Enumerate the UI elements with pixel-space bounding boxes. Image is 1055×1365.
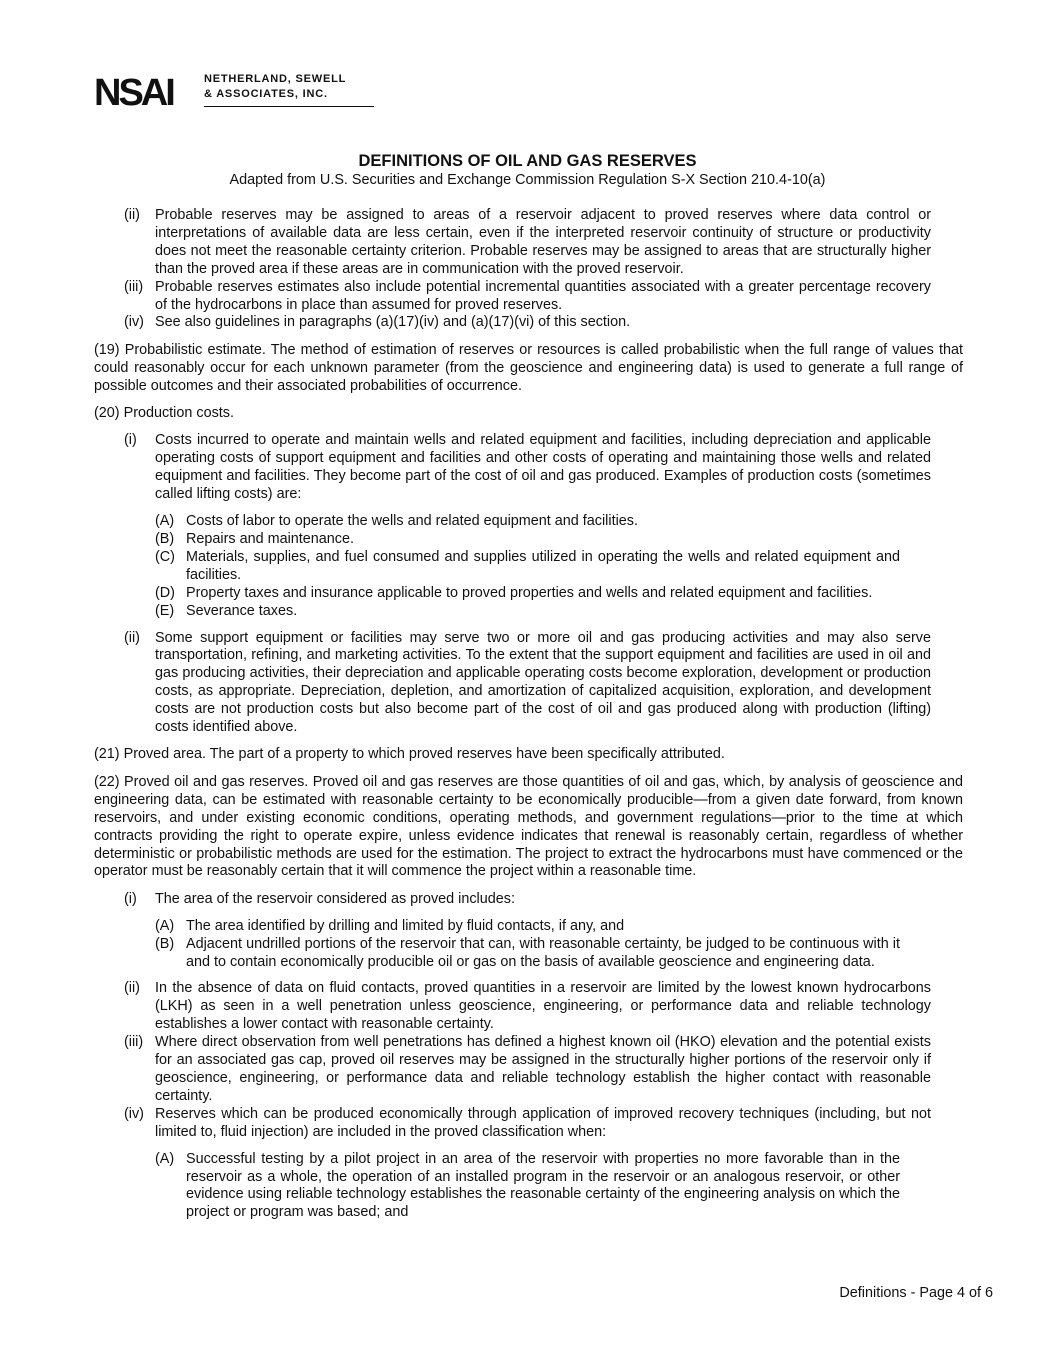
item-label: (ii) (124, 207, 140, 223)
item-label: (B) (155, 935, 175, 952)
list-item (94, 980, 931, 1034)
company-name (204, 72, 346, 102)
section-22: (22) Proved oil and gas reserves. Proved oil and gas reserves are those quantities of oil and gas, which, by analysis of geoscience and engineering data, can be estimated with reasonable certainty to be economically producible—from a given date forward, from known reservoirs, and under existing economic conditions, operating methods, and government regulations—prior to the time at which contracts providing the right to operate expire, unless evidence indicates that renewal is reasonably certain, regardless of whether deterministic or probabilistic methods are used for the estimation. The project to extract the hydrocarbons must have commenced or the operator must be reasonably certain that it will commence the project within a reasonable time. (94, 773, 963, 880)
item-text: Materials, supplies, and fuel consumed and supplies utilized in operating the wells and related equipment and facilities. (186, 548, 900, 583)
item-label: (i) (124, 890, 137, 907)
sub-item (94, 513, 900, 531)
list-item (94, 891, 931, 909)
section-21: (21) Proved area. The part of a property to which proved reserves have been specifically attributed. (94, 746, 725, 763)
item-label: (B) (155, 531, 175, 547)
sub-item (94, 549, 900, 585)
list-item (94, 432, 931, 504)
sub-item (94, 585, 900, 603)
item-label: (A) (155, 513, 175, 530)
logo-underline (204, 106, 374, 107)
list-item (94, 207, 931, 279)
item-label: (E) (155, 602, 175, 619)
item-text: Severance taxes. (186, 602, 298, 619)
item-label: (iii) (124, 1034, 144, 1051)
item-text: Costs of labor to operate the wells and related equipment and facilities. (186, 513, 638, 530)
list-item (94, 1034, 931, 1106)
section-20-heading: (20) Production costs. (94, 405, 234, 422)
sub-item (94, 936, 900, 972)
sub-item (94, 531, 900, 549)
company-name-line2: & ASSOCIATES, INC. (204, 88, 328, 100)
item-text: Probable reserves may be assigned to areas of a reservoir adjacent to proved reserves where data control or interpretations of available data are less certain, even if the interpreted reservoir continuity of structure or productivity does not meet the reasonable certainty criterion. Probable reserves may be assigned to areas that are structurally higher than the proved area if these areas are in communication with the proved reservoir. (155, 207, 931, 277)
item-label: (ii) (124, 980, 140, 997)
item-text: Reserves which can be produced economically through application of improved recovery techniques (including, but not limited to, fluid injection) are included in the proved classification when: (155, 1105, 931, 1140)
item-text: See also guidelines in paragraphs (a)(17)(iv) and (a)(17)(vi) of this section. (155, 314, 631, 331)
item-text: Property taxes and insurance applicable to proved properties and wells and related equipment and facilities. (186, 584, 873, 601)
item-label: (D) (155, 584, 175, 601)
document-body (94, 207, 963, 1222)
item-text: Some support equipment or facilities may serve two or more oil and gas producing activities and may also serve transportation, refining, and marketing activities. To the extent that the support equipment and facilities are used in oil and gas producing activities, their depreciation and applicable operating costs become exploration, development or production costs, as appropriate. Depreciation, depletion, and amortization of capitalized acquisition, exploration, and development costs are not production costs but also become part of the cost of oil and gas produced along with production (lifting) costs identified above. (155, 629, 931, 736)
sub-item (94, 1151, 900, 1223)
item-text: Where direct observation from well penetrations has defined a highest known oil (HKO) elevation and the potential exists for an associated gas cap, proved oil reserves may be assigned in the structurally higher portions of the reservoir only if geoscience, engineering, or performance data and reliable technology establish the higher contact with reasonable certainty. (155, 1034, 931, 1104)
item-label: (iv) (124, 1105, 144, 1122)
item-label: (C) (155, 548, 175, 565)
company-logo (94, 72, 384, 112)
item-text: Successful testing by a pilot project in an area of the reservoir with properties no more favorable than in the reservoir as a whole, the operation of an installed program in the reservoir or an analogous reservoir, or other evidence using reliable technology establishes the reasonable certainty of the engineering analysis on which the project or program was based; and (186, 1150, 900, 1221)
item-label: (A) (155, 1150, 175, 1167)
page-subtitle: Adapted from U.S. Securities and Exchange Commission Regulation S-X Section 210.4-10(a) (229, 172, 826, 188)
page-footer: Definitions - Page 4 of 6 (839, 1285, 993, 1301)
sub-item (94, 603, 900, 621)
item-text: Repairs and maintenance. (186, 531, 354, 547)
item-text: Adjacent undrilled portions of the reservoir that can, with reasonable certainty, be judged to be continuous with it and to contain economically producible oil or gas on the basis of available geoscience and engineering data. (186, 935, 900, 970)
item-label: (ii) (124, 629, 140, 646)
list-item (94, 279, 931, 315)
list-item (94, 1106, 931, 1142)
section-19: (19) Probabilistic estimate. The method of estimation of reserves or resources is called probabilistic when the full range of values that could reasonably occur for each unknown parameter (from the geoscience and engineering data) is used to generate a full range of possible outcomes and their associated probabilities of occurrence. (94, 341, 963, 394)
item-label: (A) (155, 917, 175, 934)
list-item (94, 314, 931, 332)
company-name-line1: NETHERLAND, SEWELL (204, 73, 347, 85)
item-label: (i) (124, 432, 137, 449)
item-text: Probable reserves estimates also include potential incremental quantities associated with a greater percentage recovery of the hydrocarbons in place than assumed for proved reserves. (155, 278, 931, 313)
item-text: Costs incurred to operate and maintain wells and related equipment and facilities, including depreciation and applicable operating costs of support equipment and facilities and other costs of operating and maintaining those wells and related equipment and facilities. They become part of the cost of oil and gas produced. Examples of production costs (sometimes called lifting costs) are: (155, 432, 931, 503)
sub-item (94, 918, 900, 936)
item-text: The area of the reservoir considered as proved includes: (155, 890, 515, 907)
logo-mark: NSAI (94, 72, 173, 114)
item-label: (iv) (124, 314, 144, 331)
page-title: DEFINITIONS OF OIL AND GAS RESERVES (358, 152, 697, 170)
item-text: The area identified by drilling and limited by fluid contacts, if any, and (186, 917, 625, 934)
list-item (94, 630, 931, 737)
item-label: (iii) (124, 278, 144, 295)
item-text: In the absence of data on fluid contacts, proved quantities in a reservoir are limited by the lowest known hydrocarbons (LKH) as seen in a well penetration unless geoscience, engineering, or performance data and reliable technology establishes a lower contact with reasonable certainty. (155, 980, 931, 1033)
